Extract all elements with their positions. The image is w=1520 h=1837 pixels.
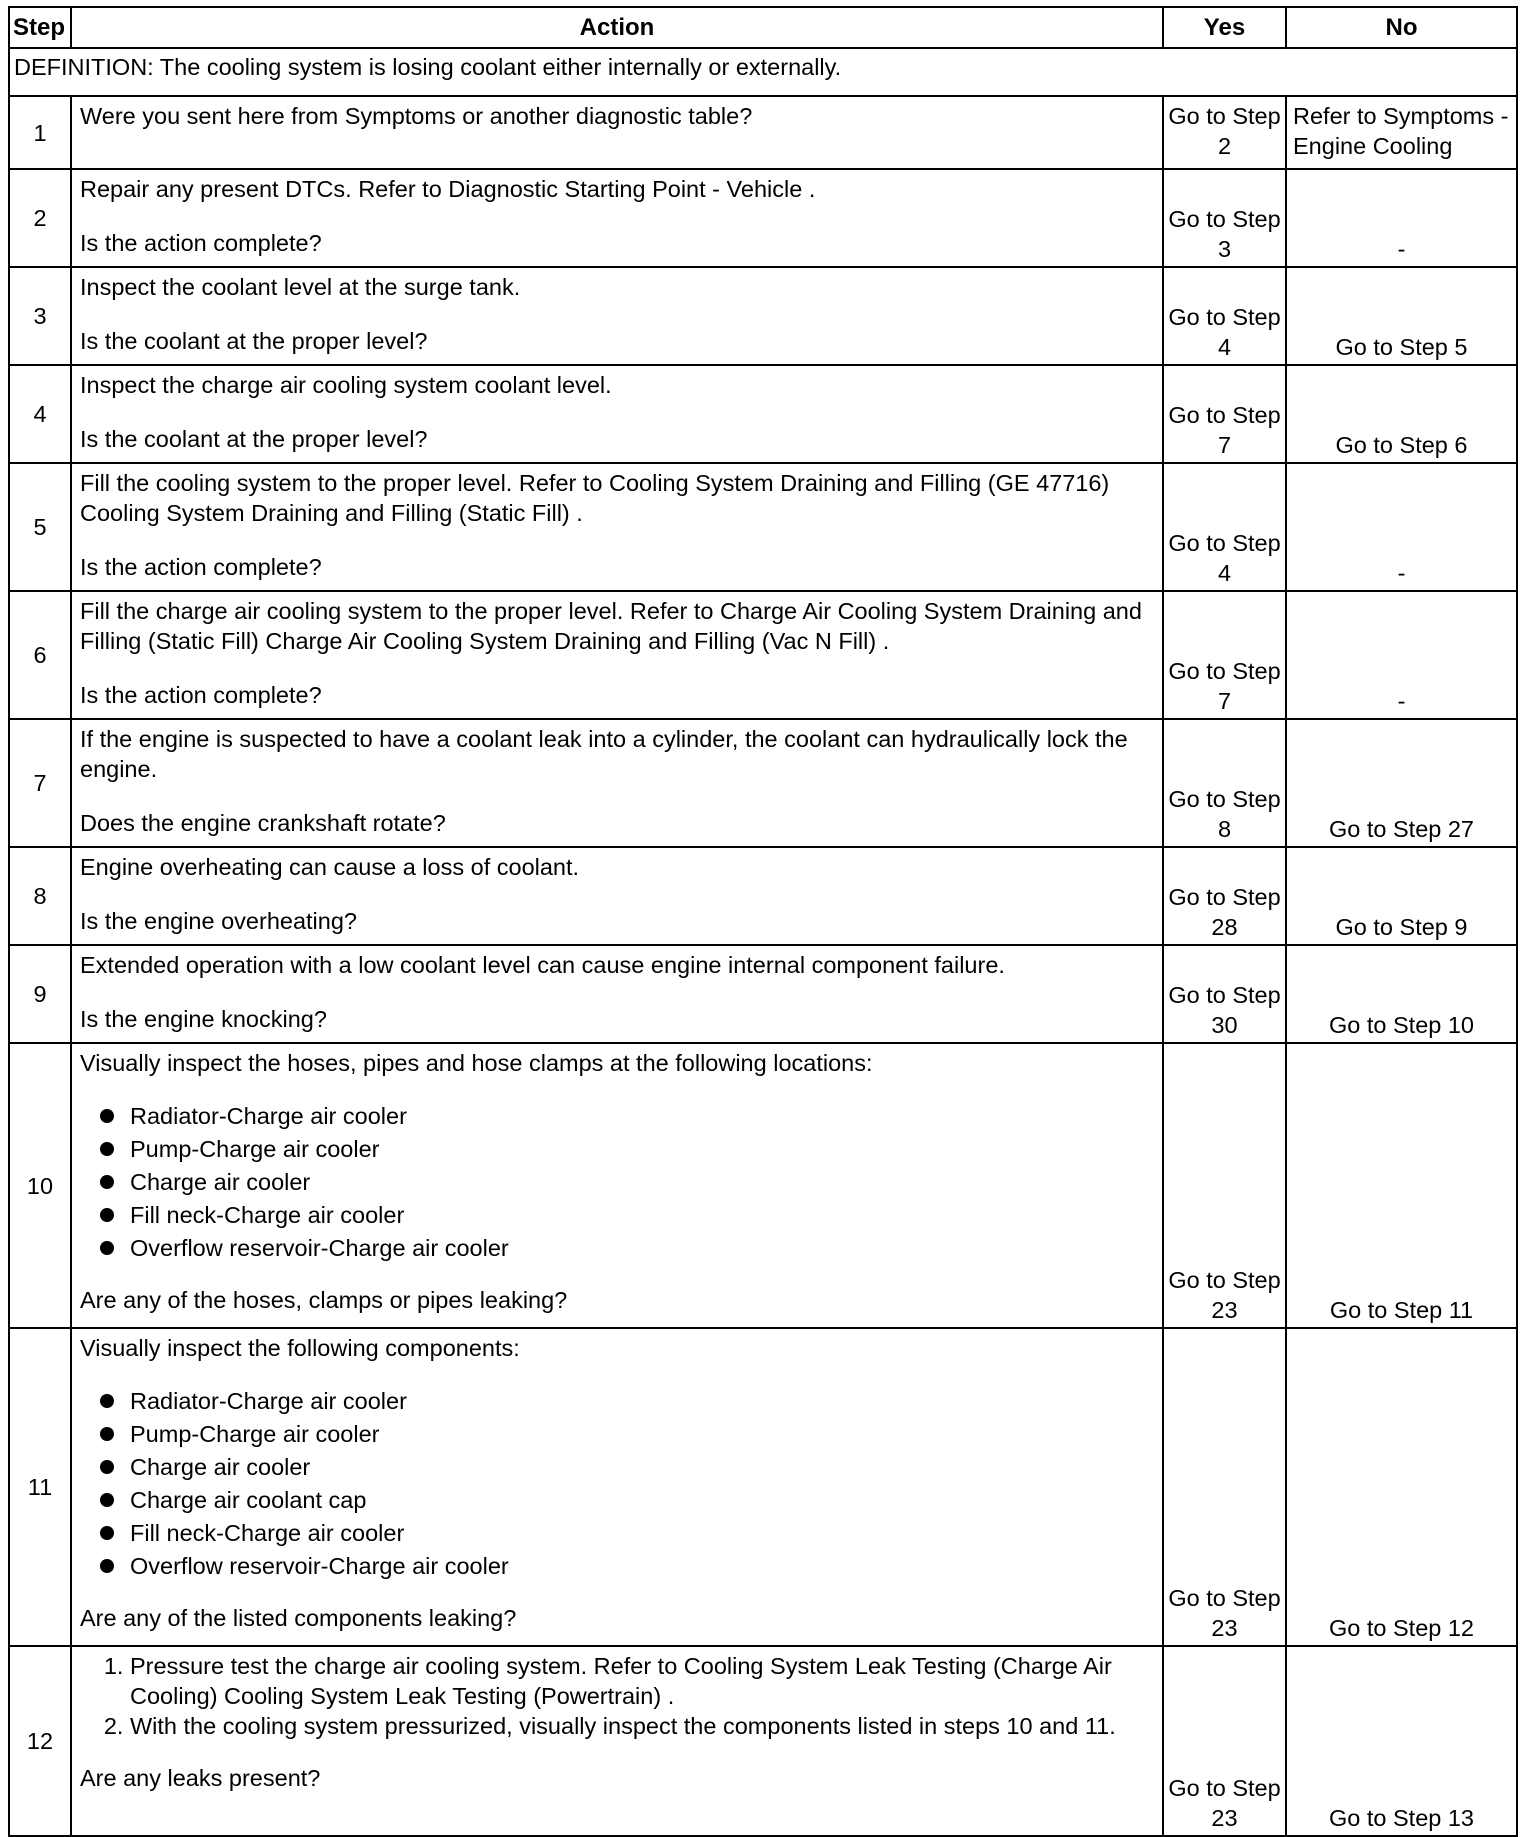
- header-no: No: [1286, 7, 1517, 48]
- table-row: [9, 945, 1517, 1043]
- no-cell: -: [1286, 463, 1517, 591]
- yes-cell: Go to Step 7: [1163, 365, 1286, 463]
- header-row: [9, 7, 1517, 48]
- bullet-icon: [100, 1559, 114, 1573]
- no-cell: -: [1286, 591, 1517, 719]
- step-number: 7: [9, 719, 71, 847]
- step-number: 12: [9, 1646, 71, 1836]
- table-row: [9, 719, 1517, 847]
- bullet-icon: [100, 1241, 114, 1255]
- list-item: Charge air coolant cap: [100, 1484, 1154, 1517]
- table-row: [9, 463, 1517, 591]
- list-item: Charge air cooler: [100, 1451, 1154, 1484]
- header-step: Step: [9, 7, 71, 48]
- action-text: Inspect the coolant level at the surge tank.: [80, 274, 521, 300]
- no-cell: Go to Step 10: [1286, 945, 1517, 1043]
- table-row: [9, 267, 1517, 365]
- step-number: 2: [9, 169, 71, 267]
- step-number: 10: [9, 1043, 71, 1328]
- action-question: Is the coolant at the proper level?: [80, 328, 428, 354]
- list-item: Radiator-Charge air cooler: [100, 1385, 1154, 1418]
- yes-cell: Go to Step 3: [1163, 169, 1286, 267]
- action-text: If the engine is suspected to have a coolant leak into a cylinder, the coolant can hydraulically lock the engine.: [80, 726, 1128, 782]
- list-item: Pump-Charge air cooler: [100, 1133, 1154, 1166]
- no-cell: Go to Step 9: [1286, 847, 1517, 945]
- yes-cell: Go to Step 7: [1163, 591, 1286, 719]
- step-number: 1: [9, 96, 71, 169]
- step-number: 11: [9, 1328, 71, 1646]
- action-text: Fill the charge air cooling system to the proper level. Refer to Charge Air Cooling System Draining and Filling (Static Fill) Charge Air Cooling System Draining and Filling (Vac N Fill) .: [80, 598, 1142, 654]
- table-row: [9, 1043, 1517, 1328]
- bullet-icon: [100, 1493, 114, 1507]
- diagnostic-table-container: [8, 6, 1516, 1837]
- action-text: Repair any present DTCs. Refer to Diagnostic Starting Point - Vehicle .: [80, 176, 816, 202]
- no-cell: Go to Step 12: [1286, 1328, 1517, 1646]
- action-cell: [71, 1646, 1163, 1836]
- bullet-icon: [100, 1208, 114, 1222]
- bullet-icon: [100, 1460, 114, 1474]
- action-text: Fill the cooling system to the proper level. Refer to Cooling System Draining and Filling (GE 47716) Cooling System Draining and Filling (Static Fill) .: [80, 470, 1110, 526]
- bullet-list: [80, 1385, 1154, 1583]
- action-cell: [71, 1328, 1163, 1646]
- yes-cell: Go to Step 2: [1163, 96, 1286, 169]
- yes-cell: Go to Step 23: [1163, 1646, 1286, 1836]
- action-cell: [71, 365, 1163, 463]
- action-question: Is the engine overheating?: [80, 908, 357, 934]
- bullet-list: [80, 1100, 1154, 1265]
- step-number: 9: [9, 945, 71, 1043]
- yes-cell: Go to Step 4: [1163, 267, 1286, 365]
- step-number: 4: [9, 365, 71, 463]
- bullet-icon: [100, 1526, 114, 1540]
- bullet-icon: [100, 1109, 114, 1123]
- action-text: Engine overheating can cause a loss of coolant.: [80, 854, 580, 880]
- list-item: Charge air cooler: [100, 1166, 1154, 1199]
- action-question: Are any leaks present?: [80, 1765, 321, 1791]
- action-question: Are any of the listed components leaking?: [80, 1605, 517, 1631]
- list-item: Overflow reservoir-Charge air cooler: [100, 1232, 1154, 1265]
- table-row: [9, 1646, 1517, 1836]
- action-text: Extended operation with a low coolant level can cause engine internal component failure.: [80, 952, 1005, 978]
- table-row: [9, 1328, 1517, 1646]
- no-cell: Go to Step 5: [1286, 267, 1517, 365]
- action-cell: [71, 945, 1163, 1043]
- table-row: [9, 591, 1517, 719]
- list-item: Fill neck-Charge air cooler: [100, 1517, 1154, 1550]
- action-text: Visually inspect the following components:: [80, 1335, 520, 1361]
- no-cell: Go to Step 11: [1286, 1043, 1517, 1328]
- yes-cell: Go to Step 30: [1163, 945, 1286, 1043]
- action-cell: [71, 1043, 1163, 1328]
- action-question: Does the engine crankshaft rotate?: [80, 810, 446, 836]
- header-action: Action: [71, 7, 1163, 48]
- step-number: 5: [9, 463, 71, 591]
- yes-cell: Go to Step 8: [1163, 719, 1286, 847]
- table-row: [9, 169, 1517, 267]
- action-text: Visually inspect the hoses, pipes and hose clamps at the following locations:: [80, 1050, 873, 1076]
- definition-text: DEFINITION: The cooling system is losing coolant either internally or externally.: [9, 48, 1517, 96]
- no-cell: Go to Step 27: [1286, 719, 1517, 847]
- list-item: Overflow reservoir-Charge air cooler: [100, 1550, 1154, 1583]
- definition-row: [9, 48, 1517, 96]
- list-item: Radiator-Charge air cooler: [100, 1100, 1154, 1133]
- no-cell: Go to Step 13: [1286, 1646, 1517, 1836]
- action-question: Are any of the hoses, clamps or pipes leaking?: [80, 1287, 568, 1313]
- table-row: [9, 847, 1517, 945]
- action-question: Is the action complete?: [80, 682, 322, 708]
- list-item: Pump-Charge air cooler: [100, 1418, 1154, 1451]
- yes-cell: Go to Step 28: [1163, 847, 1286, 945]
- bullet-icon: [100, 1427, 114, 1441]
- action-cell: [71, 463, 1163, 591]
- yes-cell: Go to Step 4: [1163, 463, 1286, 591]
- no-cell: Refer to Symptoms - Engine Cooling: [1286, 96, 1517, 169]
- list-item: 1. Pressure test the charge air cooling system. Refer to Cooling System Leak Testing (Charge Air Cooling) Cooling System Leak Testing (Powertrain) .: [130, 1651, 1154, 1711]
- action-cell: [71, 267, 1163, 365]
- bullet-icon: [100, 1142, 114, 1156]
- diagnostic-table: [8, 6, 1518, 1837]
- yes-cell: Go to Step 23: [1163, 1328, 1286, 1646]
- list-item: Fill neck-Charge air cooler: [100, 1199, 1154, 1232]
- step-number: 6: [9, 591, 71, 719]
- action-question: Is the coolant at the proper level?: [80, 426, 428, 452]
- action-cell: [71, 169, 1163, 267]
- action-cell: [71, 96, 1163, 169]
- step-number: 3: [9, 267, 71, 365]
- numbered-list: [80, 1651, 1154, 1741]
- no-cell: -: [1286, 169, 1517, 267]
- step-number: 8: [9, 847, 71, 945]
- action-question: Is the action complete?: [80, 554, 322, 580]
- list-item: 2. With the cooling system pressurized, visually inspect the components listed in steps 10 and 11.: [130, 1711, 1154, 1741]
- action-text: Were you sent here from Symptoms or another diagnostic table?: [80, 103, 753, 129]
- bullet-icon: [100, 1394, 114, 1408]
- header-yes: Yes: [1163, 7, 1286, 48]
- action-cell: [71, 719, 1163, 847]
- action-text: Inspect the charge air cooling system coolant level.: [80, 372, 612, 398]
- yes-cell: Go to Step 23: [1163, 1043, 1286, 1328]
- table-row: [9, 96, 1517, 169]
- table-row: [9, 365, 1517, 463]
- action-question: Is the action complete?: [80, 230, 322, 256]
- bullet-icon: [100, 1175, 114, 1189]
- action-cell: [71, 847, 1163, 945]
- action-cell: [71, 591, 1163, 719]
- action-question: Is the engine knocking?: [80, 1006, 327, 1032]
- no-cell: Go to Step 6: [1286, 365, 1517, 463]
